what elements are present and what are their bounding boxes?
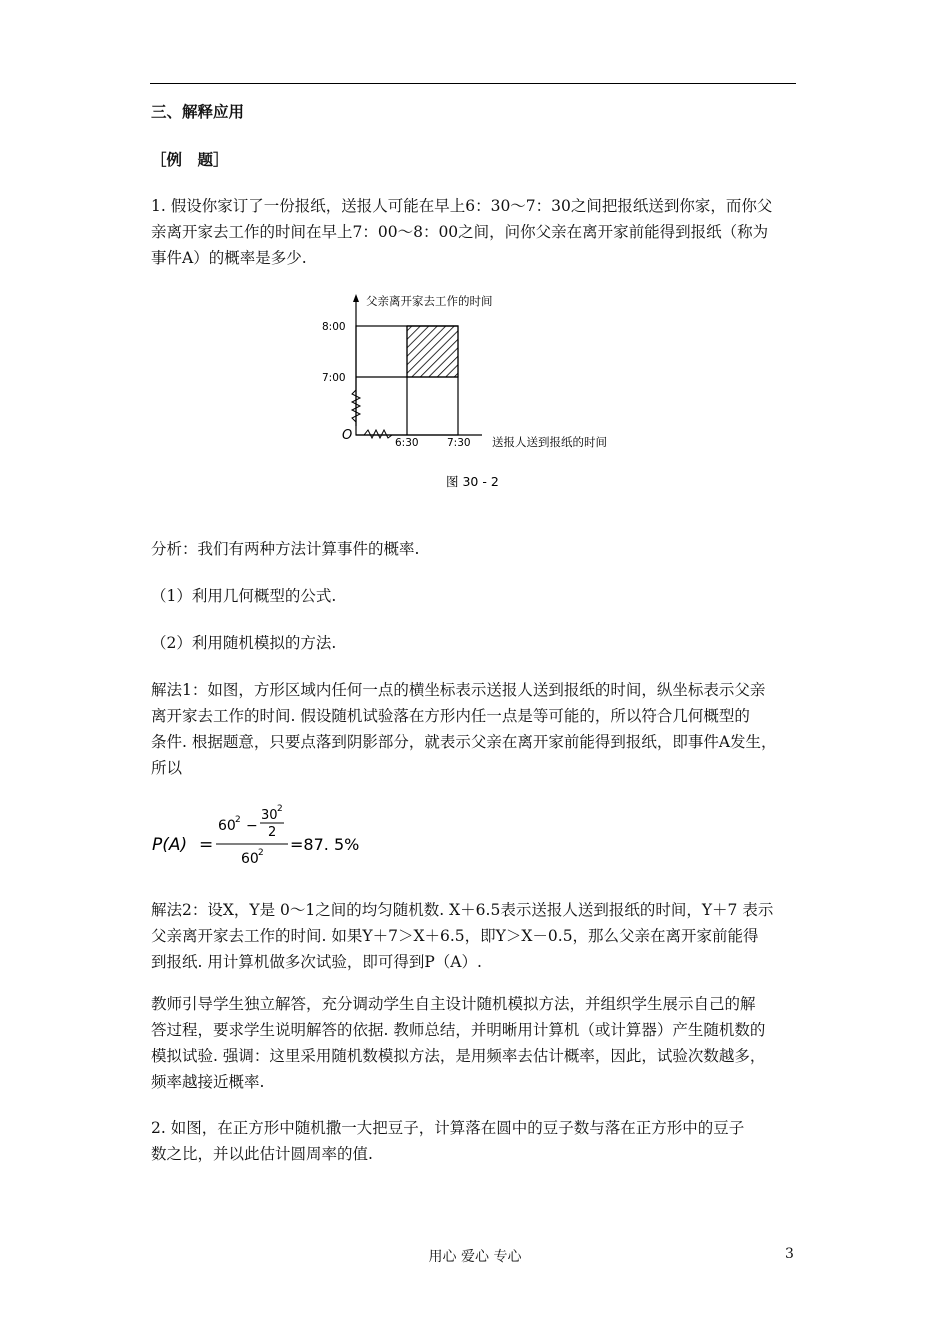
solution-1-line: 离开家去工作的时间. 假设随机试验落在方形内任一点是等可能的，所以符合几何概型的 — [151, 707, 750, 725]
shaded-region — [407, 326, 458, 377]
svg-text:=: = — [199, 835, 214, 855]
probability-formula — [150, 800, 390, 872]
problem-1 — [151, 193, 801, 271]
problem-1-line: 亲离开家去工作的时间在早上7：00～8：00之间，问你父亲在离开家前能得到报纸（称为 — [151, 223, 769, 241]
y-tick-label: 7:00 — [322, 372, 346, 384]
x-axis-label: 送报人送到报纸的时间 — [492, 435, 607, 449]
formula-result: =87. 5% — [290, 835, 360, 854]
teacher-note-line: 教师引导学生独立解答，充分调动学生自主设计随机模拟方法，并组织学生展示自己的解 — [151, 995, 756, 1013]
teacher-note-line: 答过程，要求学生说明解答的依据. 教师总结，并明晰用计算机（或计算器）产生随机数的 — [151, 1021, 766, 1039]
problem-2-line: 数之比，并以此估计圆周率的值. — [151, 1145, 373, 1163]
problem-2 — [151, 1115, 801, 1167]
solution-1-line: 条件. 根据题意，只要点落到阴影部分，就表示父亲在离开家前能得到报纸，即事件A发生， — [151, 733, 777, 751]
formula-half-den: 2 — [268, 825, 277, 840]
problem-2-line: 2. 如图，在正方形中随机撒一大把豆子，计算落在圆中的豆子数与落在正方形中的豆子 — [151, 1119, 745, 1137]
y-tick-label: 8:00 — [322, 321, 346, 333]
formula-exp: 2 — [277, 804, 283, 814]
solution-1 — [151, 677, 801, 781]
problem-1-line: 事件A）的概率是多少. — [151, 249, 307, 267]
solution-1-line: 解法1：如图，方形区域内任何一点的横坐标表示送报人送到报纸的时间，纵坐标表示父亲 — [151, 681, 766, 699]
svg-text:−: − — [246, 818, 258, 834]
teacher-note-line: 模拟试验. 强调：这里采用随机数模拟方法，是用频率去估计概率，因此，试验次数越多， — [151, 1047, 766, 1065]
formula-num-a: 60 — [218, 818, 236, 834]
formula-den: 60 — [241, 851, 259, 867]
solution-2-line: 到报纸. 用计算机做多次试验，即可得到P（A）. — [151, 953, 482, 971]
solution-1-line: 所以 — [151, 759, 183, 777]
section-title: 三、解释应用 — [151, 103, 245, 121]
y-axis-arrow-icon — [353, 294, 359, 302]
probability-figure — [320, 290, 650, 500]
analysis-method-2: （2）利用随机模拟的方法. — [151, 634, 337, 652]
x-tick-label: 6:30 — [395, 437, 419, 449]
teacher-note-line: 频率越接近概率. — [151, 1073, 265, 1091]
solution-2-line: 父亲离开家去工作的时间. 如果Y＋7＞X＋6.5，即Y＞X－0.5，那么父亲在离开家前能得 — [151, 927, 759, 945]
analysis-intro: 分析：我们有两种方法计算事件的概率. — [151, 540, 420, 558]
x-tick-label: 7:30 — [447, 437, 471, 449]
solution-2 — [151, 897, 801, 975]
header-rule — [150, 83, 796, 84]
analysis-method-1: （1）利用几何概型的公式. — [151, 587, 337, 605]
figure-caption: 图 30 - 2 — [446, 474, 499, 489]
formula-exp: 2 — [235, 815, 241, 825]
example-heading: ［例 题］ — [151, 151, 229, 169]
y-axis-label: 父亲离开家去工作的时间 — [366, 294, 493, 308]
origin-label: O — [342, 428, 353, 443]
teacher-note — [151, 991, 801, 1095]
page-number: 3 — [785, 1246, 794, 1262]
formula-num-b: 30 — [261, 808, 278, 823]
formula-exp: 2 — [258, 848, 264, 858]
formula-lhs: P(A) — [152, 835, 188, 855]
solution-2-line: 解法2：设X，Y是 0～1之间的均匀随机数. X＋6.5表示送报人送到报纸的时间，Y＋7 表示 — [151, 901, 774, 919]
footer-text: 用心 爱心 专心 — [428, 1249, 522, 1265]
problem-1-line: 1. 假设你家订了一份报纸，送报人可能在早上6：30～7：30之间把报纸送到你家，而你父 — [151, 197, 773, 215]
